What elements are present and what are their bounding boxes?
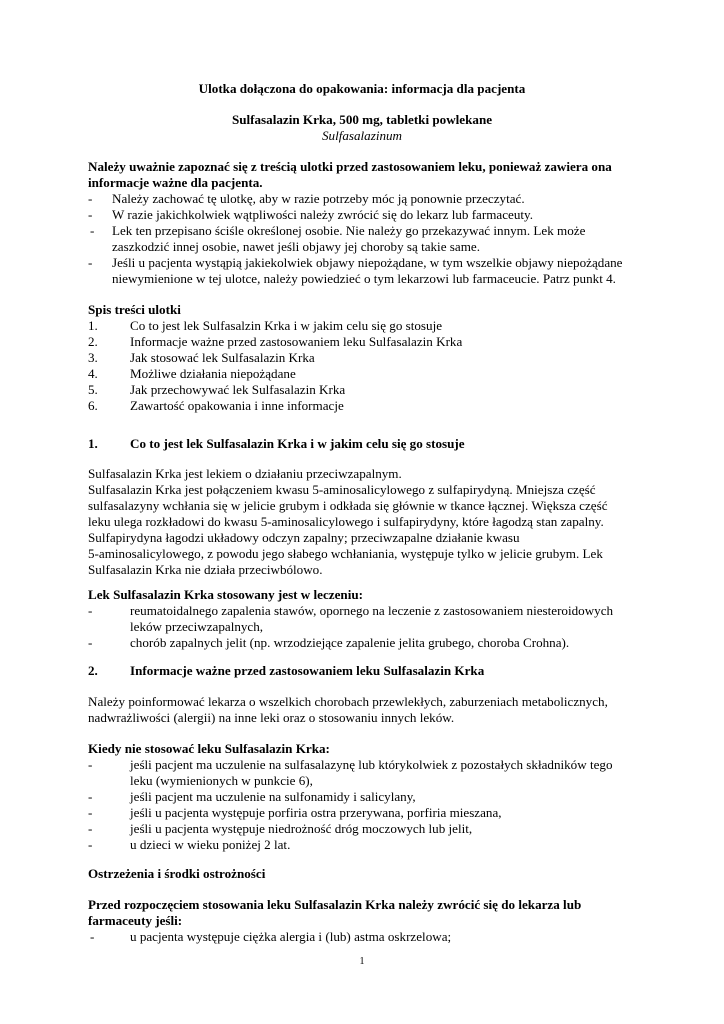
list-item: u dzieci w wieku poniżej 2 lat. <box>130 837 291 852</box>
leaflet-title: Ulotka dołączona do opakowania: informacja dla pacjenta <box>198 81 526 96</box>
toc-item: Możliwe działania niepożądane <box>130 366 296 381</box>
list-dash: - <box>88 805 93 820</box>
section-1-text-line: 5-aminosalicylowego, z powodu jego słabego wchłaniania, występuje tylko w jelicie grubym. Lek <box>88 546 603 561</box>
list-dash: - <box>88 821 93 836</box>
list-dash: - <box>88 603 93 618</box>
list-dash: - <box>88 635 93 650</box>
toc-item: Zawartość opakowania i inne informacje <box>130 398 344 413</box>
list-item: jeśli u pacjenta występuje niedrożność dróg moczowych lub jelit, <box>130 821 473 836</box>
contraindications-heading: Kiedy nie stosować leku Sulfasalazin Krka: <box>88 741 330 756</box>
section-1-text-line: Sulfasalazin Krka nie działa przeciwbólowo. <box>88 562 323 577</box>
warnings-heading: Ostrzeżenia i środki ostrożności <box>88 866 266 881</box>
list-dash: - <box>88 191 93 206</box>
list-item: jeśli pacjent ma uczulenie na sulfonamidy i salicylany, <box>130 789 416 804</box>
section-1-text-line: sulfasalazyny wchłania się w jelicie grubym i odkłada się głównie w tkance łącznej. Większa część <box>88 498 608 513</box>
toc-item: Jak stosować lek Sulfasalazin Krka <box>130 350 315 365</box>
list-item: Należy zachować tę ulotkę, aby w razie potrzeby móc ją ponownie przeczytać. <box>112 191 525 206</box>
section-2-number: 2. <box>88 663 98 678</box>
list-item: Lek ten przepisano ściśle określonej osobie. Nie należy go przekazywać innym. Lek może <box>112 223 586 238</box>
list-item-continued: leków przeciwzapalnych, <box>130 619 264 634</box>
list-dash: - <box>88 207 93 222</box>
list-item: jeśli u pacjenta występuje porfiria ostra przerywana, porfiria mieszana, <box>130 805 502 820</box>
section-1-number: 1. <box>88 436 98 451</box>
list-item-continued: zaszkodzić innej osobie, nawet jeśli objawy jej choroby są takie same. <box>112 239 480 254</box>
consult-heading-line-1: Przed rozpoczęciem stosowania leku Sulfasalazin Krka należy zwrócić się do lekarza lub <box>88 897 582 912</box>
section-2-title: Informacje ważne przed zastosowaniem leku Sulfasalazin Krka <box>130 663 485 678</box>
list-dash: - <box>88 789 93 804</box>
list-item: Jeśli u pacjenta wystąpią jakiekolwiek objawy niepożądane, w tym wszelkie objawy niepożądane <box>112 255 623 270</box>
section-1-title: Co to jest lek Sulfasalazin Krka i w jakim celu się go stosuje <box>130 436 465 451</box>
section-1-text-line: Sulfasalazin Krka jest lekiem o działaniu przeciwzapalnym. <box>88 466 402 481</box>
toc-item: Jak przechowywać lek Sulfasalazin Krka <box>130 382 346 397</box>
toc-item: Co to jest lek Sulfasalzin Krka i w jakim celu się go stosuje <box>130 318 443 333</box>
consult-heading-line-2: farmaceuty jeśli: <box>88 913 183 928</box>
toc-number: 2. <box>88 334 98 349</box>
list-dash: - <box>88 255 93 270</box>
list-item: chorób zapalnych jelit (np. wrzodziejące zapalenie jelita grubego, choroba Crohna). <box>130 635 570 650</box>
list-dash: - <box>90 929 95 944</box>
toc-number: 5. <box>88 382 98 397</box>
page-number: 1 <box>359 956 365 967</box>
list-dash: - <box>88 837 93 852</box>
list-item: W razie jakichkolwiek wątpliwości należy zwrócić się do lekarz lub farmaceuty. <box>112 207 534 222</box>
list-dash: - <box>88 757 93 772</box>
section-2-text-line: nadwrażliwości (alergii) na inne leki oraz o stosowaniu innych leków. <box>88 710 455 725</box>
intro-heading-line-1: Należy uważnie zapoznać się z treścią ulotki przed zastosowaniem leku, ponieważ zawiera ona <box>88 159 612 174</box>
toc-item: Informacje ważne przed zastosowaniem leku Sulfasalazin Krka <box>130 334 463 349</box>
section-1-text-line: Sulfapirydyna łagodzi układowy odczyn zapalny; przeciwzapalne działanie kwasu <box>88 530 520 545</box>
indications-heading: Lek Sulfasalazin Krka stosowany jest w leczeniu: <box>88 587 363 602</box>
toc-number: 6. <box>88 398 98 413</box>
list-item-continued: leku (wymienionych w punkcie 6), <box>130 773 313 788</box>
list-item: reumatoidalnego zapalenia stawów, opornego na leczenie z zastosowaniem niesteroidowych <box>130 603 614 618</box>
intro-heading-line-2: informacje ważne dla pacjenta. <box>88 175 263 190</box>
list-item: jeśli pacjent ma uczulenie na sulfasalazynę lub którykolwiek z pozostałych składników tego <box>130 757 613 772</box>
section-2-text-line: Należy poinformować lekarza o wszelkich chorobach przewlekłych, zaburzeniach metabolicznych, <box>88 694 608 709</box>
section-1-text-line: Sulfasalazin Krka jest połączeniem kwasu 5-aminosalicylowego z sulfapirydyną. Mniejsza część <box>88 482 596 497</box>
toc-number: 4. <box>88 366 98 381</box>
active-substance: Sulfasalazinum <box>321 128 403 143</box>
product-name: Sulfasalazin Krka, 500 mg, tabletki powlekane <box>231 112 493 127</box>
toc-number: 1. <box>88 318 98 333</box>
list-item-continued: niewymienione w tej ulotce, należy powiedzieć o tym lekarzowi lub farmaceucie. Patrz punkt 4. <box>112 271 616 286</box>
list-dash: - <box>90 223 95 238</box>
toc-number: 3. <box>88 350 98 365</box>
section-1-text-line: leku ulega rozkładowi do kwasu 5-aminosalicylowego i sulfapirydyny, które łagodzą stan zapalny. <box>88 514 604 529</box>
list-item: u pacjenta występuje ciężka alergia i (lub) astma oskrzelowa; <box>130 929 452 944</box>
toc-heading: Spis treści ulotki <box>88 302 181 317</box>
